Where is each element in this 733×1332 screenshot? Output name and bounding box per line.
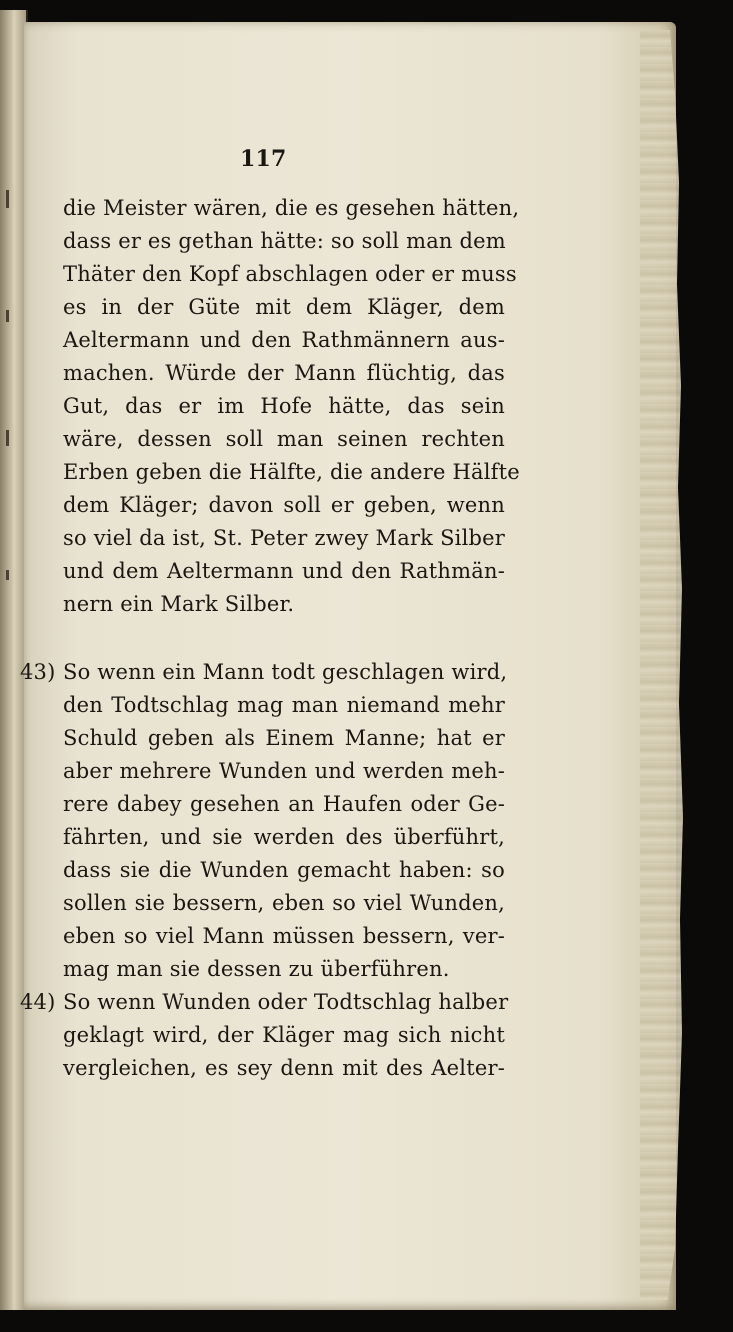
text-line: Thäter den Kopf abschlagen oder er muss <box>63 262 517 286</box>
text-line: dem Kläger; davon soll er geben, wenn <box>63 493 505 517</box>
text-line: dass sie die Wunden gemacht haben: so <box>63 858 505 882</box>
text-line: fährten, und sie werden des überführt, <box>63 825 505 849</box>
text-line: wäre, dessen soll man seinen rechten <box>63 427 505 451</box>
text-line: die Meister wären, die es gesehen hätten, <box>63 196 520 220</box>
text-line: so viel da ist, St. Peter zwey Mark Silber <box>63 526 505 550</box>
text-line: und dem Aeltermann und den Rathmän- <box>63 559 505 583</box>
text-line: dass er es gethan hätte: so soll man dem <box>63 229 506 253</box>
text-line: nern ein Mark Silber. <box>63 592 295 616</box>
text-line: Erben geben die Hälfte, die andere Hälfte <box>63 460 520 484</box>
text-line: eben so viel Mann müssen bessern, ver- <box>63 924 505 948</box>
text-line: es in der Güte mit dem Kläger, dem <box>63 295 505 319</box>
text-line: vergleichen, es sey denn mit des Aelter- <box>63 1056 505 1080</box>
text-line: sollen sie bessern, eben so viel Wunden, <box>63 891 505 915</box>
text-line: rere dabey gesehen an Haufen oder Ge- <box>63 792 505 816</box>
text-line: Aeltermann und den Rathmännern aus- <box>63 328 505 352</box>
text-line: So wenn Wunden oder Todtschlag halber <box>63 990 509 1014</box>
text-line: geklagt wird, der Kläger mag sich nicht <box>63 1023 505 1047</box>
text-line: Schuld geben als Einem Manne; hat er <box>63 726 505 750</box>
section-number: 44) <box>20 990 56 1014</box>
text-line: machen. Würde der Mann flüchtig, das <box>63 361 505 385</box>
text-line: den Todtschlag mag man niemand mehr <box>63 693 505 717</box>
text-line: Gut, das er im Hofe hätte, das sein <box>63 394 505 418</box>
section-number: 43) <box>20 660 56 684</box>
text-line: mag man sie dessen zu überführen. <box>63 957 450 981</box>
page-number: 117 <box>240 146 287 172</box>
text-line: So wenn ein Mann todt geschlagen wird, <box>63 660 508 684</box>
text-line: aber mehrere Wunden und werden meh- <box>63 759 505 783</box>
